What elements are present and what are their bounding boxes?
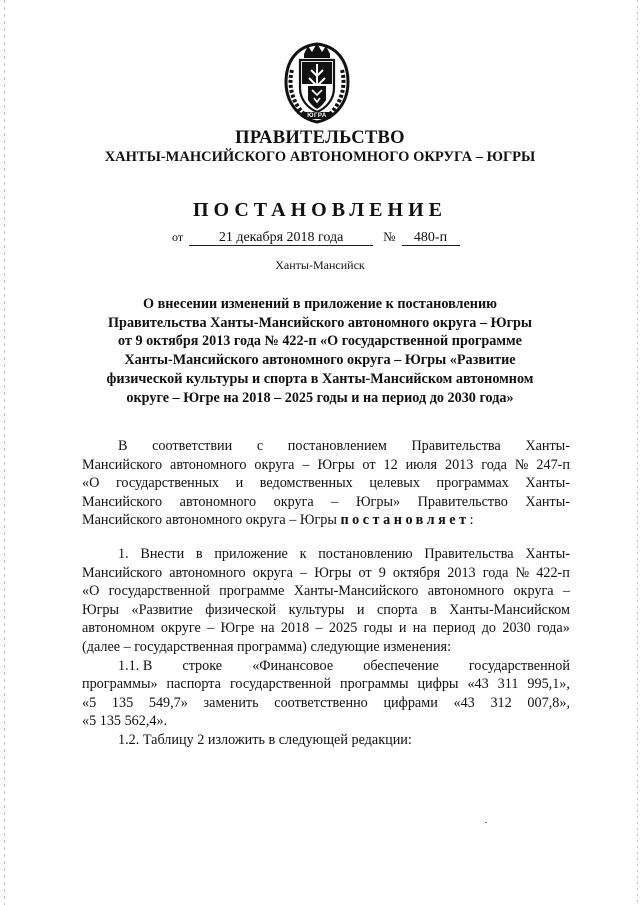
word: государственных [115, 475, 219, 492]
emblem-caption: ЮГРА [307, 113, 327, 119]
preamble-line [82, 474, 570, 493]
word: 422-п [536, 564, 570, 581]
word: июля [405, 456, 438, 473]
word: в [195, 546, 203, 562]
word: и [398, 620, 407, 637]
preamble-paragraph [82, 437, 570, 530]
region-title: ХАНТЫ-МАНСИЙСКОГО АВТОНОМНОГО ОКРУГА – ЮГРЫ [104, 149, 536, 165]
word: 135 [111, 694, 134, 711]
word: 2030 [502, 620, 531, 637]
document-heading [90, 295, 550, 407]
word: ведомственных [259, 475, 353, 492]
word: соответствии [152, 438, 233, 454]
heading-line: О внесении изменений в приложение к постановлению [142, 296, 497, 312]
word: Правительства [411, 438, 501, 454]
word: округа [254, 456, 295, 473]
item-line [82, 619, 570, 638]
subitem-1-1-line [82, 694, 570, 713]
word: «Финансовое [252, 657, 334, 674]
document-date: 21 декабря 2018 года [189, 231, 373, 246]
word: цифрами [383, 694, 438, 711]
word: в [429, 601, 437, 618]
city-name: Ханты-Мансийск [275, 258, 365, 272]
heading-line: округе – Югре на 2018 – 2025 годы и на период до 2030 года» [126, 389, 514, 406]
word: от [358, 564, 372, 581]
word: заменить [203, 694, 259, 711]
word: автономного [179, 493, 257, 510]
word: культуры [288, 601, 345, 618]
preamble-text: Мансийского автономного округа – Югры [82, 512, 341, 529]
word: «Развитие [131, 601, 193, 618]
item-line [82, 545, 570, 564]
word: Правительства [424, 546, 514, 562]
word: физической [205, 601, 277, 618]
word: Югре [220, 620, 255, 637]
word: государственной [108, 583, 210, 600]
word: спорта [376, 601, 418, 618]
word: – [315, 620, 323, 637]
preamble-line [82, 493, 570, 512]
word: строке [182, 657, 223, 674]
word: государственной [468, 657, 570, 674]
word: Ханты- [525, 475, 570, 492]
word: 2018 [280, 620, 310, 637]
word: № [515, 564, 530, 581]
word: Югры» [355, 493, 401, 510]
word: «43 [453, 694, 475, 711]
word: № [514, 456, 529, 473]
word: 12 [383, 456, 398, 473]
date-prefix: от [172, 230, 184, 244]
word: автономного [427, 583, 505, 600]
word: 312 [490, 694, 512, 711]
word: обеспечение [363, 657, 439, 674]
word: автономного [169, 564, 246, 581]
word: Ханты-Мансийского [293, 583, 419, 600]
word: октября [392, 564, 441, 581]
word: «5 [82, 694, 97, 711]
item-line [82, 582, 570, 601]
word: постановлением [287, 438, 387, 454]
word: автономном [82, 620, 155, 637]
word: Мансийского [82, 456, 163, 473]
word: «О [82, 583, 100, 600]
subitem-1-1-line: «5 135 562,4». [82, 713, 168, 730]
word: В [118, 438, 128, 454]
word: до [481, 620, 497, 637]
word: 2025 [328, 620, 358, 637]
item-line [82, 564, 570, 583]
word: – [300, 564, 308, 581]
word: и [356, 601, 365, 618]
word: года [482, 564, 509, 581]
word: на [260, 620, 275, 637]
subitem-1-1-line [82, 657, 570, 676]
word: – [331, 493, 339, 510]
subitem-1-1-line [82, 675, 570, 694]
word: программы» [82, 676, 158, 693]
word: и [235, 475, 244, 492]
word: соответственно [274, 694, 368, 711]
heading-line: Правительства Ханты-Мансийского автономного округа – Югры [108, 314, 532, 331]
item-1-paragraph [82, 545, 570, 750]
document-number: 480-п [402, 231, 460, 246]
word: 9 [378, 564, 386, 581]
word: Мансийского [82, 564, 163, 581]
word: цифры [417, 676, 459, 693]
date-number-line [172, 229, 460, 246]
word: от [362, 456, 376, 473]
word: 549,7» [148, 694, 188, 711]
punctuation: : [469, 512, 474, 529]
word: 247-п [536, 456, 570, 473]
word: с [256, 438, 264, 454]
word: Ханты- [525, 546, 570, 562]
preamble-line [82, 456, 570, 475]
heading-line: физической культуры и спорта в Ханты-Мансийском автономном [106, 370, 534, 387]
word: годы [363, 620, 393, 637]
word: «43 [467, 676, 489, 693]
preamble-line [82, 511, 570, 530]
scan-speck [485, 822, 487, 823]
word: Мансийского [82, 493, 163, 510]
word: государственной [229, 676, 332, 693]
word: – [302, 456, 310, 473]
word: Внести [140, 546, 185, 562]
preamble-line [82, 437, 570, 456]
word: приложение [214, 546, 288, 562]
item-line: (далее – государственная программа) следующие изменения: [82, 638, 452, 655]
word: паспорта [166, 676, 221, 693]
word: Правительство [417, 493, 508, 510]
word: 1.1. В [118, 657, 153, 674]
word: 311 [497, 676, 519, 693]
word: 2013 [447, 564, 476, 581]
document-type: ПОСТАНОВЛЕНИЕ [193, 199, 447, 221]
word: Ханты-Мансийском [449, 601, 570, 618]
word: округа [513, 583, 554, 600]
word: года» [537, 620, 570, 637]
word: программы [340, 676, 409, 693]
word: программе [219, 583, 285, 600]
word: «О [82, 475, 100, 492]
word: на [412, 620, 427, 637]
word: постановлению [318, 546, 413, 562]
word: округе [160, 620, 201, 637]
heading-line: от 9 октября 2013 года № 422-п «О государственной программе [118, 333, 522, 350]
government-title: ПРАВИТЕЛЬСТВО [235, 128, 405, 148]
number-prefix: № [383, 229, 396, 244]
word: 1. [118, 546, 129, 562]
word: 2013 [444, 456, 474, 473]
decree-verb: постановляет [340, 512, 470, 529]
word: автономного [170, 456, 247, 473]
word: к [299, 546, 307, 562]
word: округа [273, 493, 314, 510]
word: 995,1», [527, 676, 570, 693]
word: – [562, 583, 570, 600]
word: 007,8», [527, 694, 570, 711]
word: Югры [317, 456, 355, 473]
word: Ханты- [525, 493, 570, 510]
word: Ханты- [525, 438, 570, 454]
word: Югры [314, 564, 352, 581]
word: период [432, 620, 476, 637]
word: – [207, 620, 215, 637]
subitem-1-2-line: 1.2. Таблицу 2 изложить в следующей редакции: [118, 731, 412, 748]
word: целевых [369, 475, 420, 492]
word: программах [436, 475, 509, 492]
item-line [82, 601, 570, 620]
word: округа [252, 564, 293, 581]
word: Югры [82, 601, 120, 618]
heading-line: Ханты-Мансийского автономного округа – Югры «Развитие [124, 352, 516, 369]
word: года [481, 456, 507, 473]
